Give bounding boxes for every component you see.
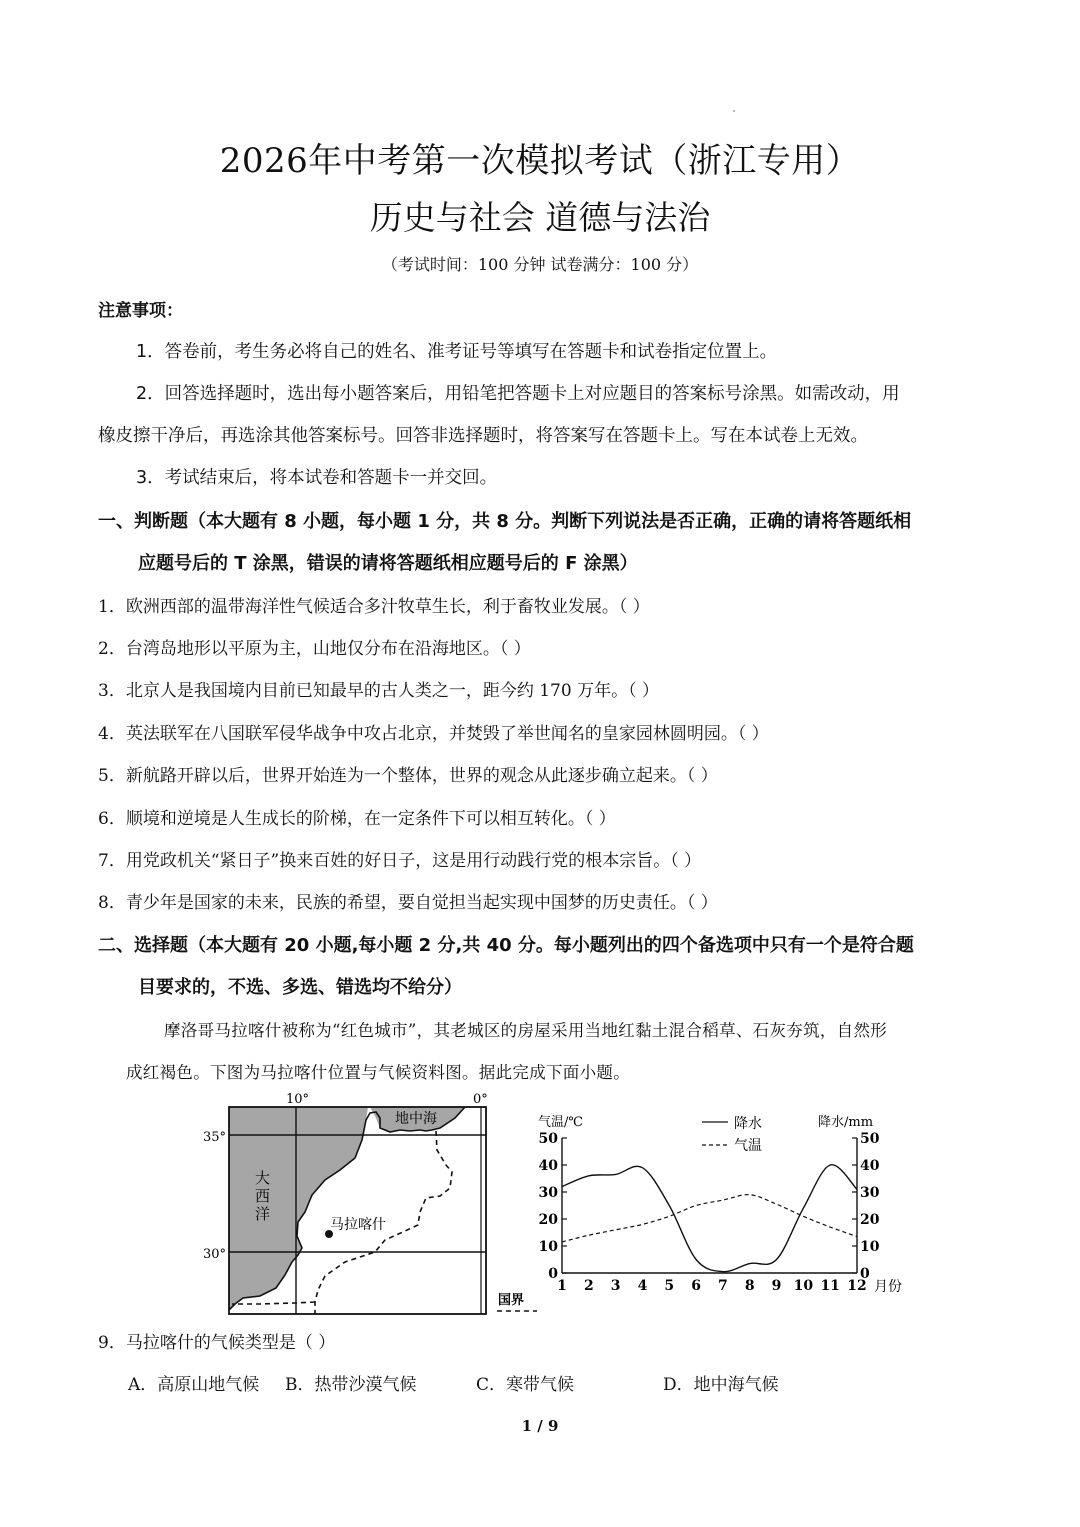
atlantic-ocean-area bbox=[229, 1107, 368, 1310]
y-tick-left: 10 bbox=[538, 1239, 558, 1255]
lon-label-0: 0° bbox=[473, 1092, 488, 1107]
y-left-label: 气温/℃ bbox=[538, 1115, 583, 1130]
x-tick: 3 bbox=[610, 1278, 621, 1294]
y-tick-left: 40 bbox=[538, 1158, 558, 1174]
y-tick-right: 0 bbox=[860, 1266, 870, 1282]
x-axis-label: 月份 bbox=[874, 1279, 902, 1295]
y-tick-left: 50 bbox=[538, 1131, 558, 1147]
y-tick-right: 50 bbox=[860, 1131, 880, 1147]
y-tick-right: 40 bbox=[860, 1158, 880, 1174]
lon-label-10: 10° bbox=[286, 1092, 310, 1107]
question-9-option-c: C．寒带气候 bbox=[476, 1375, 575, 1395]
ocean-label-1: 大 bbox=[255, 1169, 271, 1187]
question-9-option-d: D．地中海气候 bbox=[663, 1375, 779, 1395]
section2-heading-cont: 目要求的，不选、多选、错选均不给分） bbox=[138, 977, 462, 998]
scan-speck bbox=[733, 110, 735, 112]
tf-question-2: 2．台湾岛地形以平原为主，山地仅分布在沿海地区。（ ） bbox=[98, 639, 531, 659]
section2-heading: 二、选择题（本大题有 20 小题,每小题 2 分,共 40 分。每小题列出的四个备选项中只有一个是符合题 bbox=[98, 935, 914, 956]
page-number: 1 / 9 bbox=[521, 1417, 559, 1435]
question-9-option-b: B．热带沙漠气候 bbox=[285, 1375, 417, 1395]
tf-question-1: 1．欧洲西部的温带海洋性气候适合多汁牧草生长，利于畜牧业发展。（ ） bbox=[98, 597, 650, 617]
x-tick: 4 bbox=[637, 1278, 648, 1294]
y-right-label: 降水/mm bbox=[818, 1115, 874, 1130]
legend-precip-label: 降水 bbox=[734, 1116, 762, 1132]
city-label: 马拉喀什 bbox=[330, 1217, 386, 1233]
x-tick: 9 bbox=[771, 1278, 782, 1294]
section1-heading: 一、判断题（本大题有 8 小题，每小题 1 分，共 8 分。判断下列说法是否正确，正确的请将答题纸相 bbox=[98, 511, 912, 532]
section1-heading-cont: 应题号后的 T 涂黑，错误的请将答题纸相应题号后的 F 涂黑） bbox=[138, 553, 638, 574]
lat-label-35: 35° bbox=[203, 1130, 227, 1145]
tf-question-5: 5．新航路开辟以后，世界开始连为一个整体，世界的观念从此逐步确立起来。（ ） bbox=[98, 766, 718, 786]
y-tick-left: 20 bbox=[538, 1212, 558, 1228]
y-tick-left: 0 bbox=[548, 1266, 558, 1282]
tf-question-4: 4．英法联军在八国联军侵华战争中攻占北京，并焚毁了举世闻名的皇家园林圆明园。（ ） bbox=[98, 724, 769, 744]
x-tick: 10 bbox=[793, 1278, 814, 1294]
x-tick: 7 bbox=[718, 1278, 728, 1294]
y-tick-right: 20 bbox=[860, 1212, 880, 1228]
lat-label-30: 30° bbox=[203, 1247, 227, 1262]
legend-border-label: 国界 bbox=[498, 1293, 525, 1308]
ocean-label-2: 西 bbox=[255, 1187, 271, 1205]
y-tick-left: 30 bbox=[538, 1185, 558, 1201]
notice-item-3: 3．考试结束后，将本试卷和答题卡一并交回。 bbox=[136, 468, 498, 488]
notice-item-1: 1．答卷前，考生务必将自己的姓名、准考证号等填写在答题卡和试卷指定位置上。 bbox=[136, 342, 778, 362]
passage-line-1: 摩洛哥马拉喀什被称为“红色城市”，其老城区的房屋采用当地红黏土混合稻草、石灰夯筑，自然形 bbox=[164, 1021, 888, 1040]
temperature-curve bbox=[562, 1195, 857, 1242]
x-tick: 2 bbox=[583, 1278, 594, 1294]
tf-question-7: 7．用党政机关“紧日子”换来百姓的好日子，这是用行动践行党的根本宗旨。（ ） bbox=[98, 851, 702, 871]
x-tick: 6 bbox=[691, 1278, 701, 1294]
notice-heading: 注意事项： bbox=[98, 301, 183, 321]
x-tick: 11 bbox=[820, 1278, 840, 1294]
x-tick: 8 bbox=[744, 1278, 755, 1294]
tf-question-8: 8．青少年是国家的未来，民族的希望，要自觉担当起实现中国梦的历史责任。（ ） bbox=[98, 893, 718, 913]
y-tick-right: 10 bbox=[860, 1239, 880, 1255]
question-9-stem: 9．马拉喀什的气候类型是（ ） bbox=[98, 1333, 336, 1353]
sea-label: 地中海 bbox=[395, 1111, 437, 1127]
exam-subject: 历史与社会 道德与法治 bbox=[369, 198, 711, 237]
notice-item-2-cont: 橡皮擦干净后，再选涂其他答案标号。回答非选择题时，将答案写在答题卡上。写在本试卷上无效。 bbox=[98, 426, 868, 446]
location-map bbox=[195, 1088, 545, 1323]
x-tick: 5 bbox=[664, 1278, 675, 1294]
tf-question-3: 3．北京人是我国境内目前已知最早的古人类之一，距今约 170 万年。（ ） bbox=[98, 681, 659, 701]
passage-line-2: 成红褐色。下图为马拉喀什位置与气候资料图。据此完成下面小题。 bbox=[126, 1063, 630, 1082]
precipitation-curve bbox=[562, 1165, 857, 1272]
exam-title: 2026年中考第一次模拟考试（浙江专用） bbox=[219, 141, 861, 181]
x-tick: 1 bbox=[557, 1278, 567, 1294]
climate-chart bbox=[530, 1105, 910, 1305]
tf-question-6: 6．顺境和逆境是人生成长的阶梯，在一定条件下可以相互转化。（ ） bbox=[98, 809, 616, 829]
y-tick-right: 30 bbox=[860, 1185, 880, 1201]
question-9-option-a: A．高原山地气候 bbox=[128, 1375, 260, 1395]
exam-info: （考试时间：100 分钟 试卷满分：100 分） bbox=[381, 255, 699, 274]
legend-temp-label: 气温 bbox=[734, 1138, 762, 1154]
x-tick: 12 bbox=[847, 1278, 867, 1294]
notice-item-2: 2．回答选择题时，选出每小题答案后，用铅笔把答题卡上对应题目的答案标号涂黑。如需改动，用 bbox=[136, 384, 900, 404]
ocean-label-3: 洋 bbox=[255, 1205, 271, 1223]
